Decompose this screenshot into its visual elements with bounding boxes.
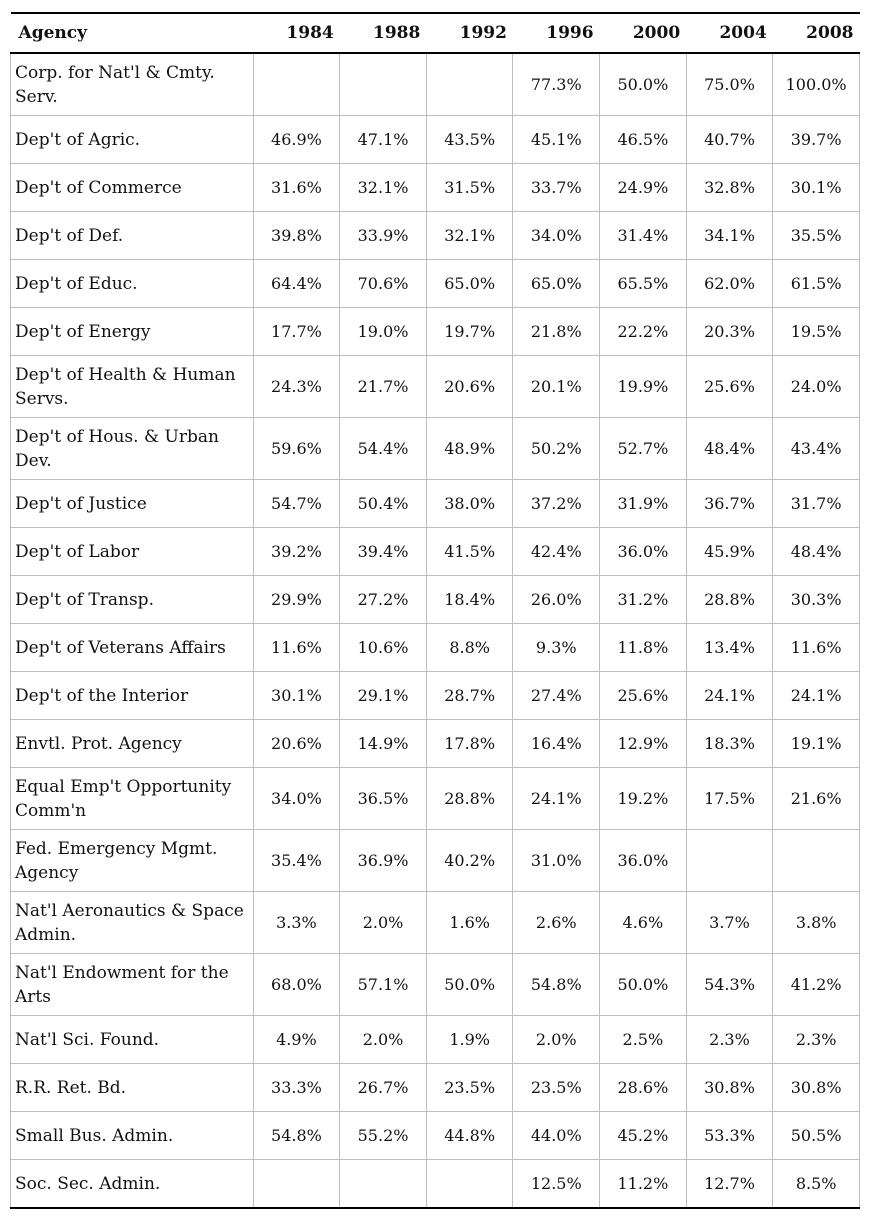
header-2008: 2008 (773, 13, 860, 53)
value-cell: 50.0% (600, 53, 687, 116)
value-cell: 20.3% (686, 308, 773, 356)
value-cell: 36.0% (600, 528, 687, 576)
value-cell: 21.8% (513, 308, 600, 356)
value-cell: 3.3% (253, 892, 340, 954)
value-cell: 24.1% (773, 672, 860, 720)
agency-cell: Dep't of Hous. & Urban Dev. (11, 418, 254, 480)
value-cell (426, 1160, 513, 1209)
value-cell (253, 53, 340, 116)
agency-cell: Soc. Sec. Admin. (11, 1160, 254, 1209)
value-cell: 54.3% (686, 954, 773, 1016)
table-row (11, 1160, 860, 1209)
value-cell: 31.2% (600, 576, 687, 624)
value-cell: 22.2% (600, 308, 687, 356)
table-row (11, 672, 860, 720)
value-cell: 34.0% (513, 212, 600, 260)
value-cell: 17.8% (426, 720, 513, 768)
value-cell (426, 53, 513, 116)
value-cell: 29.1% (340, 672, 427, 720)
value-cell: 31.4% (600, 212, 687, 260)
header-1988: 1988 (340, 13, 427, 53)
value-cell: 11.6% (773, 624, 860, 672)
value-cell: 59.6% (253, 418, 340, 480)
agency-cell: Nat'l Sci. Found. (11, 1016, 254, 1064)
value-cell: 48.4% (686, 418, 773, 480)
value-cell: 26.7% (340, 1064, 427, 1112)
table-row (11, 1112, 860, 1160)
table-row (11, 768, 860, 830)
value-cell: 39.2% (253, 528, 340, 576)
value-cell: 64.4% (253, 260, 340, 308)
value-cell: 17.7% (253, 308, 340, 356)
value-cell: 4.9% (253, 1016, 340, 1064)
value-cell: 28.8% (426, 768, 513, 830)
value-cell: 19.7% (426, 308, 513, 356)
value-cell: 61.5% (773, 260, 860, 308)
value-cell: 19.2% (600, 768, 687, 830)
value-cell: 17.5% (686, 768, 773, 830)
value-cell: 24.0% (773, 356, 860, 418)
agency-cell: Dep't of Health & Human Servs. (11, 356, 254, 418)
value-cell: 39.8% (253, 212, 340, 260)
agency-cell: Dep't of Labor (11, 528, 254, 576)
value-cell: 44.8% (426, 1112, 513, 1160)
value-cell: 19.1% (773, 720, 860, 768)
value-cell: 18.3% (686, 720, 773, 768)
value-cell: 54.4% (340, 418, 427, 480)
header-2004: 2004 (686, 13, 773, 53)
value-cell: 31.5% (426, 164, 513, 212)
value-cell: 12.5% (513, 1160, 600, 1209)
value-cell (773, 830, 860, 892)
value-cell: 19.0% (340, 308, 427, 356)
value-cell: 13.4% (686, 624, 773, 672)
header-2000: 2000 (600, 13, 687, 53)
value-cell: 77.3% (513, 53, 600, 116)
value-cell: 50.0% (426, 954, 513, 1016)
value-cell: 24.3% (253, 356, 340, 418)
value-cell (253, 1160, 340, 1209)
agency-cell: Small Bus. Admin. (11, 1112, 254, 1160)
value-cell: 50.4% (340, 480, 427, 528)
value-cell: 33.7% (513, 164, 600, 212)
value-cell: 23.5% (513, 1064, 600, 1112)
value-cell: 37.2% (513, 480, 600, 528)
value-cell: 65.0% (426, 260, 513, 308)
value-cell: 75.0% (686, 53, 773, 116)
value-cell: 50.2% (513, 418, 600, 480)
agency-cell: Dep't of Justice (11, 480, 254, 528)
table-row (11, 830, 860, 892)
value-cell: 48.4% (773, 528, 860, 576)
value-cell: 31.0% (513, 830, 600, 892)
value-cell (686, 830, 773, 892)
value-cell: 25.6% (686, 356, 773, 418)
value-cell: 2.6% (513, 892, 600, 954)
value-cell: 36.5% (340, 768, 427, 830)
value-cell: 34.0% (253, 768, 340, 830)
agency-cell: Equal Emp't Opportunity Comm'n (11, 768, 254, 830)
agency-cell: Nat'l Endowment for the Arts (11, 954, 254, 1016)
value-cell: 3.8% (773, 892, 860, 954)
value-cell: 62.0% (686, 260, 773, 308)
table-row (11, 1064, 860, 1112)
value-cell: 11.2% (600, 1160, 687, 1209)
agency-cell: Nat'l Aeronautics & Space Admin. (11, 892, 254, 954)
value-cell: 30.1% (253, 672, 340, 720)
value-cell: 39.7% (773, 116, 860, 164)
value-cell: 8.8% (426, 624, 513, 672)
value-cell (340, 1160, 427, 1209)
value-cell: 20.1% (513, 356, 600, 418)
value-cell: 54.8% (513, 954, 600, 1016)
value-cell: 28.6% (600, 1064, 687, 1112)
value-cell: 27.2% (340, 576, 427, 624)
value-cell: 10.6% (340, 624, 427, 672)
value-cell: 65.0% (513, 260, 600, 308)
value-cell: 21.6% (773, 768, 860, 830)
table-row (11, 1016, 860, 1064)
value-cell: 4.6% (600, 892, 687, 954)
agency-cell: Dep't of Def. (11, 212, 254, 260)
header-agency: Agency (11, 13, 254, 53)
agency-cell: R.R. Ret. Bd. (11, 1064, 254, 1112)
value-cell: 30.8% (686, 1064, 773, 1112)
value-cell: 21.7% (340, 356, 427, 418)
table-row (11, 53, 860, 116)
value-cell: 55.2% (340, 1112, 427, 1160)
value-cell: 42.4% (513, 528, 600, 576)
agency-cell: Dep't of the Interior (11, 672, 254, 720)
header-1992: 1992 (426, 13, 513, 53)
value-cell: 24.1% (513, 768, 600, 830)
agency-cell: Dep't of Agric. (11, 116, 254, 164)
value-cell: 33.9% (340, 212, 427, 260)
value-cell: 50.5% (773, 1112, 860, 1160)
agency-cell: Fed. Emergency Mgmt. Agency (11, 830, 254, 892)
value-cell: 53.3% (686, 1112, 773, 1160)
agency-cell: Envtl. Prot. Agency (11, 720, 254, 768)
table-header (11, 13, 860, 53)
agency-cell: Dep't of Veterans Affairs (11, 624, 254, 672)
value-cell: 2.3% (686, 1016, 773, 1064)
value-cell: 45.1% (513, 116, 600, 164)
value-cell: 31.9% (600, 480, 687, 528)
value-cell: 34.1% (686, 212, 773, 260)
value-cell: 2.0% (340, 1016, 427, 1064)
value-cell: 54.8% (253, 1112, 340, 1160)
value-cell: 65.5% (600, 260, 687, 308)
value-cell: 12.9% (600, 720, 687, 768)
value-cell: 46.9% (253, 116, 340, 164)
value-cell: 9.3% (513, 624, 600, 672)
table-row (11, 260, 860, 308)
value-cell: 57.1% (340, 954, 427, 1016)
value-cell: 24.9% (600, 164, 687, 212)
value-cell: 32.1% (426, 212, 513, 260)
value-cell: 31.7% (773, 480, 860, 528)
table-row (11, 624, 860, 672)
table-row (11, 720, 860, 768)
agency-percentage-table (10, 12, 860, 1209)
value-cell: 40.2% (426, 830, 513, 892)
header-1984: 1984 (253, 13, 340, 53)
table-row (11, 212, 860, 260)
value-cell: 46.5% (600, 116, 687, 164)
value-cell: 45.2% (600, 1112, 687, 1160)
value-cell: 1.6% (426, 892, 513, 954)
value-cell: 19.5% (773, 308, 860, 356)
value-cell: 19.9% (600, 356, 687, 418)
value-cell: 8.5% (773, 1160, 860, 1209)
table-row (11, 356, 860, 418)
value-cell: 23.5% (426, 1064, 513, 1112)
value-cell: 24.1% (686, 672, 773, 720)
value-cell: 20.6% (253, 720, 340, 768)
value-cell: 14.9% (340, 720, 427, 768)
table-row (11, 164, 860, 212)
value-cell: 30.3% (773, 576, 860, 624)
agency-cell: Corp. for Nat'l & Cmty. Serv. (11, 53, 254, 116)
value-cell: 50.0% (600, 954, 687, 1016)
value-cell: 30.8% (773, 1064, 860, 1112)
value-cell: 39.4% (340, 528, 427, 576)
value-cell: 38.0% (426, 480, 513, 528)
value-cell: 29.9% (253, 576, 340, 624)
value-cell: 35.5% (773, 212, 860, 260)
value-cell: 41.2% (773, 954, 860, 1016)
value-cell: 68.0% (253, 954, 340, 1016)
value-cell: 47.1% (340, 116, 427, 164)
value-cell: 45.9% (686, 528, 773, 576)
table-body (11, 53, 860, 1208)
value-cell: 2.5% (600, 1016, 687, 1064)
table-row (11, 418, 860, 480)
value-cell: 100.0% (773, 53, 860, 116)
value-cell: 48.9% (426, 418, 513, 480)
table-row (11, 116, 860, 164)
value-cell: 36.7% (686, 480, 773, 528)
agency-cell: Dep't of Commerce (11, 164, 254, 212)
value-cell: 43.4% (773, 418, 860, 480)
agency-table-container (10, 12, 860, 1209)
value-cell: 40.7% (686, 116, 773, 164)
agency-cell: Dep't of Transp. (11, 576, 254, 624)
table-row (11, 528, 860, 576)
value-cell: 2.0% (340, 892, 427, 954)
header-row (11, 13, 860, 53)
value-cell: 52.7% (600, 418, 687, 480)
table-row (11, 308, 860, 356)
value-cell: 3.7% (686, 892, 773, 954)
value-cell: 36.9% (340, 830, 427, 892)
header-1996: 1996 (513, 13, 600, 53)
value-cell: 54.7% (253, 480, 340, 528)
value-cell: 28.8% (686, 576, 773, 624)
value-cell: 18.4% (426, 576, 513, 624)
value-cell: 36.0% (600, 830, 687, 892)
table-row (11, 892, 860, 954)
table-row (11, 480, 860, 528)
value-cell: 20.6% (426, 356, 513, 418)
value-cell: 16.4% (513, 720, 600, 768)
value-cell: 41.5% (426, 528, 513, 576)
value-cell: 11.8% (600, 624, 687, 672)
value-cell: 32.8% (686, 164, 773, 212)
value-cell: 25.6% (600, 672, 687, 720)
agency-cell: Dep't of Energy (11, 308, 254, 356)
value-cell: 11.6% (253, 624, 340, 672)
value-cell: 12.7% (686, 1160, 773, 1209)
value-cell: 43.5% (426, 116, 513, 164)
value-cell: 32.1% (340, 164, 427, 212)
value-cell: 2.3% (773, 1016, 860, 1064)
value-cell: 44.0% (513, 1112, 600, 1160)
value-cell: 1.9% (426, 1016, 513, 1064)
value-cell (340, 53, 427, 116)
value-cell: 2.0% (513, 1016, 600, 1064)
value-cell: 33.3% (253, 1064, 340, 1112)
value-cell: 70.6% (340, 260, 427, 308)
value-cell: 27.4% (513, 672, 600, 720)
value-cell: 31.6% (253, 164, 340, 212)
agency-cell: Dep't of Educ. (11, 260, 254, 308)
value-cell: 35.4% (253, 830, 340, 892)
value-cell: 28.7% (426, 672, 513, 720)
table-row (11, 576, 860, 624)
value-cell: 30.1% (773, 164, 860, 212)
value-cell: 26.0% (513, 576, 600, 624)
table-row (11, 954, 860, 1016)
